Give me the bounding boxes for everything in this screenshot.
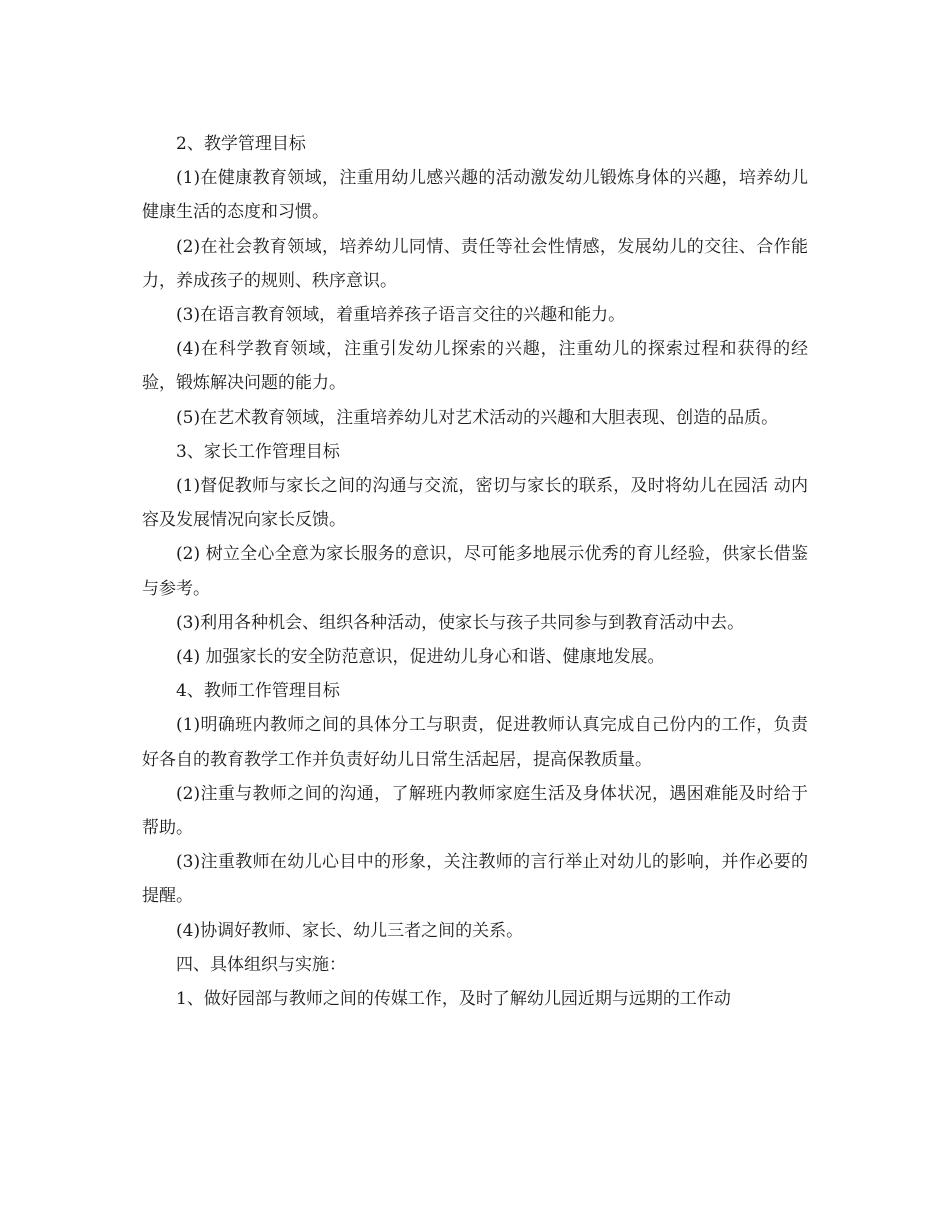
paragraph-teacher-duties: (1)明确班内教师之间的具体分工与职责，促进教师认真完成自己份内的工作，负责好各自的教育教学工作并负责好幼儿日常生活起居，提高保教质量。 [142,715,808,770]
paragraph-art-education: (5)在艺术教育领域，注重培养幼儿对艺术活动的兴趣和大胆表现、创造的品质。 [176,407,779,428]
paragraph-implementation-1: 1、做好园部与教师之间的传媒工作，及时了解幼儿园近期与远期的工作动 [176,989,731,1010]
paragraph-parent-safety: (4) 加强家长的安全防范意识，促进幼儿身心和谐、健康地发展。 [176,647,665,668]
paragraph-parent-activities: (3)利用各种机会、组织各种活动，使家长与孩子共同参与到教育活动中去。 [176,612,745,633]
paragraph-teacher-image: (3)注重教师在幼儿心目中的形象，关注教师的言行举止对幼儿的影响，并作必要的提醒。 [142,852,808,907]
paragraph-parent-service: (2) 树立全心全意为家长服务的意识，尽可能多地展示优秀的育儿经验，供家长借鉴与参考。 [142,544,808,599]
section-heading-parent-work: 3、家长工作管理目标 [176,441,340,462]
section-heading-implementation: 四、具体组织与实施： [176,954,346,975]
paragraph-parent-communication: (1)督促教师与家长之间的沟通与交流，密切与家长的联系，及时将幼儿在园活 动内容及发展情况向家长反馈。 [142,476,808,531]
paragraph-health-education: (1)在健康教育领域，注重用幼儿感兴趣的活动激发幼儿锻炼身体的兴趣，培养幼儿健康生活的态度和习惯。 [142,168,808,223]
paragraph-teacher-communication: (2)注重与教师之间的沟通，了解班内教师家庭生活及身体状况，遇困难能及时给于帮助。 [142,783,808,839]
paragraph-language-education: (3)在语言教育领域，着重培养孩子语言交往的兴趣和能力。 [176,305,626,326]
section-heading-teacher-work: 4、教师工作管理目标 [176,681,340,702]
section-heading-teaching-goals: 2、教学管理目标 [176,134,306,154]
document-body [142,127,808,1016]
paragraph-science-education: (4)在科学教育领域，注重引发幼儿探索的兴趣，注重幼儿的探索过程和获得的经验，锻炼解决问题的能力。 [142,339,808,394]
paragraph-teacher-coordination: (4)协调好教师、家长、幼儿三者之间的关系。 [176,920,524,941]
paragraph-social-education: (2)在社会教育领域，培养幼儿同情、责任等社会性情感，发展幼儿的交往、合作能力，养成孩子的规则、秩序意识。 [142,236,808,291]
